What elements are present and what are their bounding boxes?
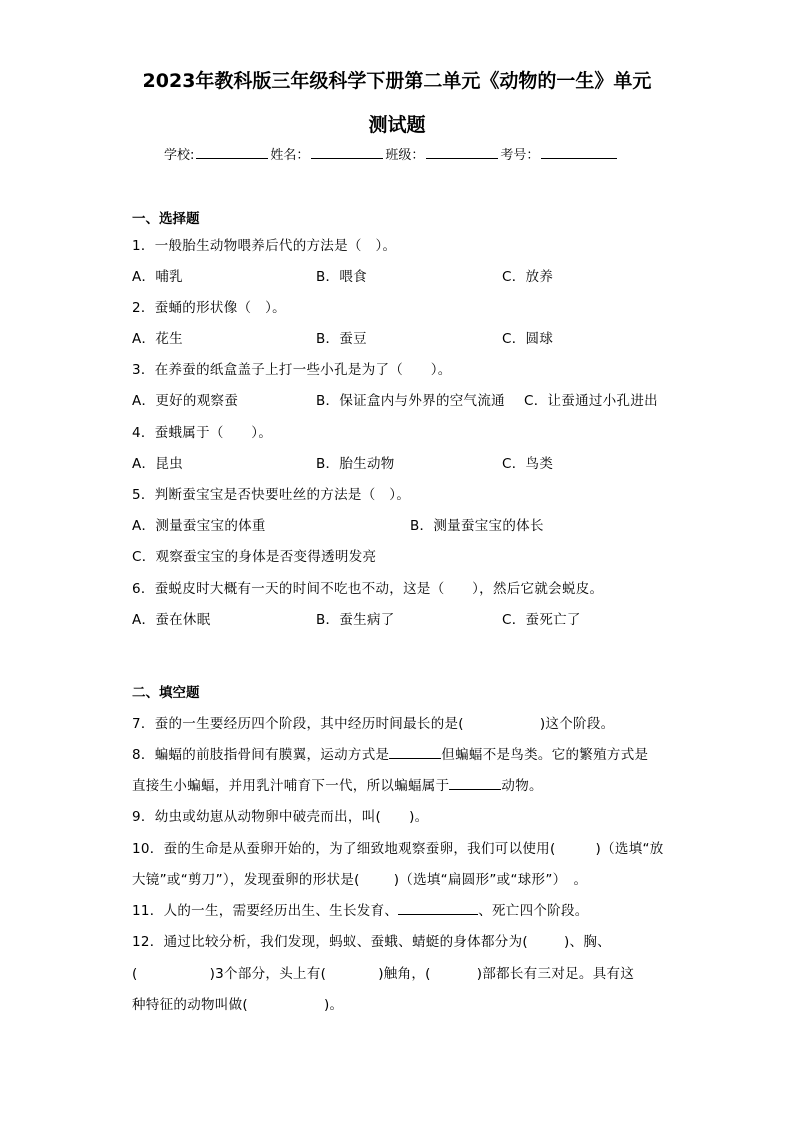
question-9 (132, 805, 428, 825)
option-a[interactable]: A．哺乳 (132, 269, 183, 285)
answer-blank[interactable] (398, 902, 478, 915)
school-field[interactable] (196, 145, 268, 159)
question-8-line2 (132, 774, 543, 794)
answer-blank[interactable] (389, 746, 441, 759)
option-a[interactable]: A．蚕在休眠 (132, 612, 211, 628)
section-heading-fill-blank: 二、填空题 (132, 685, 200, 701)
question-7-text-b: )这个阶段。 (539, 716, 615, 732)
option-a[interactable]: A．花生 (132, 331, 183, 347)
class-field[interactable] (426, 145, 498, 159)
name-label: 姓名： (270, 148, 310, 163)
option-c[interactable]: C．蚕死亡了 (502, 612, 581, 628)
question-9-text-a: 9．幼虫或幼崽从动物卵中破壳而出，叫( (132, 809, 382, 825)
question-12-text-h: )。 (323, 997, 344, 1013)
option-b[interactable]: B．蚕生病了 (316, 612, 395, 628)
question-1: 1．一般胎生动物喂养后代的方法是（ ）。 (132, 238, 397, 254)
page-title-line1: 2023年教科版三年级科学下册第二单元《动物的一生》单元 (142, 70, 652, 92)
section-heading-choice: 一、选择题 (132, 211, 200, 227)
question-8-text-d: 动物。 (501, 778, 543, 794)
page-title-line2: 测试题 (368, 114, 426, 136)
school-label: 学校: (164, 148, 195, 163)
question-3: 3．在养蚕的纸盒盖子上打一些小孔是为了（ ）。 (132, 362, 452, 378)
class-label: 班级： (385, 148, 425, 163)
question-2: 2．蚕蛹的形状像（ ）。 (132, 300, 286, 316)
question-12-text-b: )、胸、 (563, 934, 611, 950)
question-10-text-d: )（选填“扁圆形”或“球形”） 。 (393, 872, 588, 888)
question-12-line1 (132, 930, 611, 950)
question-10-text-c: 大镜”或“剪刀”），发现蚕卵的形状是( (132, 872, 360, 888)
question-12-text-c: ( (132, 966, 138, 982)
question-12-line2 (132, 962, 634, 982)
question-8-text-a: 8．蝙蝠的前肢指骨间有膜翼，运动方式是 (132, 747, 390, 763)
question-12-text-g: 种特征的动物叫做( (132, 997, 248, 1013)
question-5: 5．判断蚕宝宝是否快要吐丝的方法是（ ）。 (132, 487, 411, 503)
question-9-text-b: )。 (409, 809, 429, 825)
option-c[interactable]: C．让蚕通过小孔进出 (524, 393, 658, 409)
question-10-text-b: )（选填“放 (595, 841, 664, 857)
question-11 (132, 899, 589, 919)
student-info-line (164, 144, 619, 163)
question-12-text-a: 12．通过比较分析，我们发现，蚂蚁、蚕蛾、蜻蜓的身体都分为( (132, 934, 528, 950)
question-10-text-a: 10．蚕的生命是从蚕卵开始的，为了细致地观察蚕卵，我们可以使用( (132, 841, 556, 857)
exam-number-label: 考号： (500, 148, 540, 163)
question-12-text-d: )3个部分，头上有( (209, 966, 327, 982)
question-6: 6．蚕蜕皮时大概有一天的时间不吃也不动，这是（ ），然后它就会蜕皮。 (132, 581, 604, 597)
answer-blank[interactable] (449, 777, 501, 790)
question-11-text-a: 11．人的一生，需要经历出生、生长发育、 (132, 903, 399, 919)
question-11-text-b: 、死亡四个阶段。 (478, 903, 589, 919)
name-field[interactable] (311, 145, 383, 159)
option-a[interactable]: A．测量蚕宝宝的体重 (132, 518, 266, 534)
option-b[interactable]: B．保证盒内与外界的空气流通 (316, 393, 505, 409)
option-b[interactable]: B．胎生动物 (316, 456, 395, 472)
question-4: 4．蚕蛾属于（ ）。 (132, 425, 273, 441)
option-c[interactable]: C．鸟类 (502, 456, 554, 472)
question-10-line1 (132, 837, 664, 857)
option-a[interactable]: A．昆虫 (132, 456, 183, 472)
option-c[interactable]: C．放养 (502, 269, 554, 285)
question-12-text-e: )触角，( (378, 966, 431, 982)
exam-number-field[interactable] (541, 145, 617, 159)
option-b[interactable]: B．喂食 (316, 269, 367, 285)
question-7 (132, 712, 614, 732)
option-a[interactable]: A．更好的观察蚕 (132, 393, 239, 409)
option-c[interactable]: C．圆球 (502, 331, 554, 347)
option-b[interactable]: B．蚕豆 (316, 331, 367, 347)
question-8-line1 (132, 743, 648, 763)
question-12-line3 (132, 993, 343, 1013)
question-10-line2 (132, 868, 587, 888)
question-8-text-c: 直接生小蝙蝠，并用乳汁哺育下一代，所以蝙蝠属于 (132, 778, 450, 794)
question-8-text-b: 但蝙蝠不是鸟类。它的繁殖方式是 (441, 747, 649, 763)
question-12-text-f: )部都长有三对足。具有这 (476, 966, 635, 982)
option-c[interactable]: C．观察蚕宝宝的身体是否变得透明发亮 (132, 549, 377, 565)
question-7-text-a: 7．蚕的一生要经历四个阶段，其中经历时间最长的是( (132, 716, 464, 732)
option-b[interactable]: B．测量蚕宝宝的体长 (410, 518, 544, 534)
